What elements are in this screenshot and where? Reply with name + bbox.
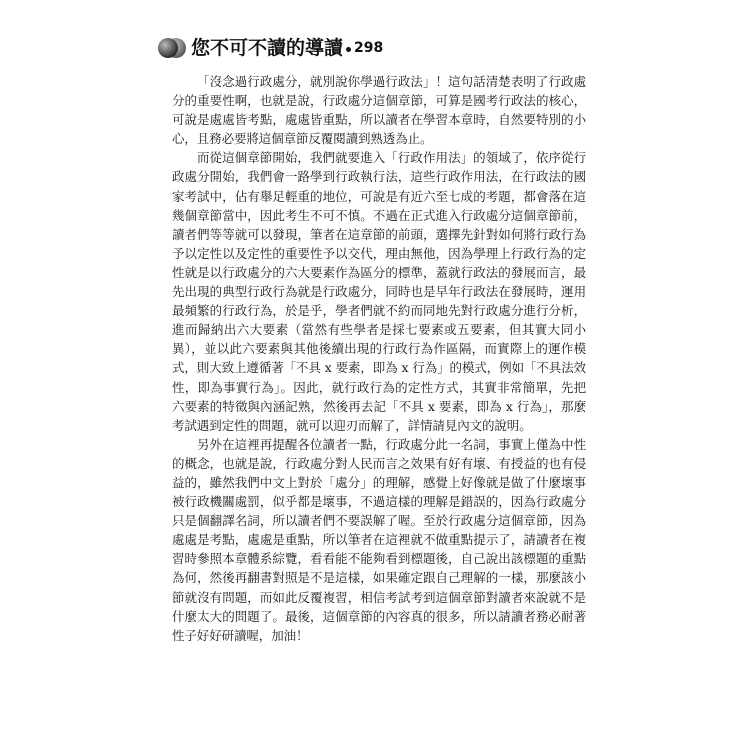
page-number: 298 — [354, 40, 384, 56]
paragraph-3: 另外在這裡再提醒各位讀者一點，行政處分此一名詞，事實上僅為中性的概念，也就是說，行政處分對人民而言之效果有好有壞、有授益的也有侵益的，雖然我們中文上對於「處分」的理解，感覺上好像就是做了什麼壞事被行政機關處罰，似乎都是壞事，不過這樣的理解是錯誤的，因為行政處分只是個翻譯名詞，所以讀者們不要誤解了喔。至於行政處分這個章節，因為處處是考點，處處是重點，所以筆者在這裡就不做重點提示了，請讀者在複習時參照本章體系綜覽，看看能不能夠看到標題後，自己說出該標題的重點為何，然後再翻書對照是不是這樣，如果確定跟自己理解的一樣，那麼該小節就沒有問題，而如此反覆複習，相信考試考到這個章節對讀者來說就不是什麼太大的問題了。最後，這個章節的內容真的很多，所以請讀者務必耐著性子好好研讀喔，加油！ — [172, 436, 586, 643]
page-header-title: 您不可不讀的導讀 — [191, 37, 344, 59]
page-header — [157, 36, 597, 60]
paragraph-2: 而從這個章節開始，我們就要進入「行政作用法」的領域了，依序從行政處分開始，我們會一路學到行政執行法，這些行政作用法，在行政法的國家考試中，佔有舉足輕重的地位，可說是有近六至七成的考題，都會落在這幾個章節當中，因此考生不可不慎。不過在正式進入行政處分這個章節前，讀者們等等就可以發現，筆者在這章節的前頭，選擇先針對如何將行政行為予以定性以及定性的重要性予以交代，理由無他，因為學理上行政行為的定性就是以行政處分的六大要素作為區分的標準，蓋就行政法的發展而言，最先出現的典型行政行為就是行政處分，同時也是早年行政法在發展時，運用最頻繁的行政行為，於是乎，學者們就不約而同地先對行政處分進行分析，進而歸納出六大要素（當然有些學者是採七要素或五要素，但其實大同小異），並以此六要素與其他後續出現的行政行為作區隔，而實際上的運作模式，則大致上遵循著「不具 x 要素，即為 x 行為」的模式，例如「不具法效性，即為事實行為」。因此，就行政行為的定性方式，其實非常簡單，先把六要素的特徵與內涵記熟，然後再去記「不具 x 要素，即為 x 行為」，那麼考試遇到定性的問題，就可以迎刃而解了，詳情請見內文的說明。 — [172, 150, 586, 433]
double-circle-icon — [157, 37, 187, 59]
body-text — [172, 72, 586, 645]
paragraph-1: 「沒念過行政處分，就別說你學過行政法」！這句話清楚表明了行政處分的重要性啊，也就是說，行政處分這個章節，可算是國考行政法的核心，可說是處處皆考點，處處皆重點，所以讀者在學習本章時，自然要特別的小心，且務必要將這個章節反覆閱讀到熟透為止。 — [172, 74, 586, 147]
bullet-dot — [346, 47, 351, 52]
